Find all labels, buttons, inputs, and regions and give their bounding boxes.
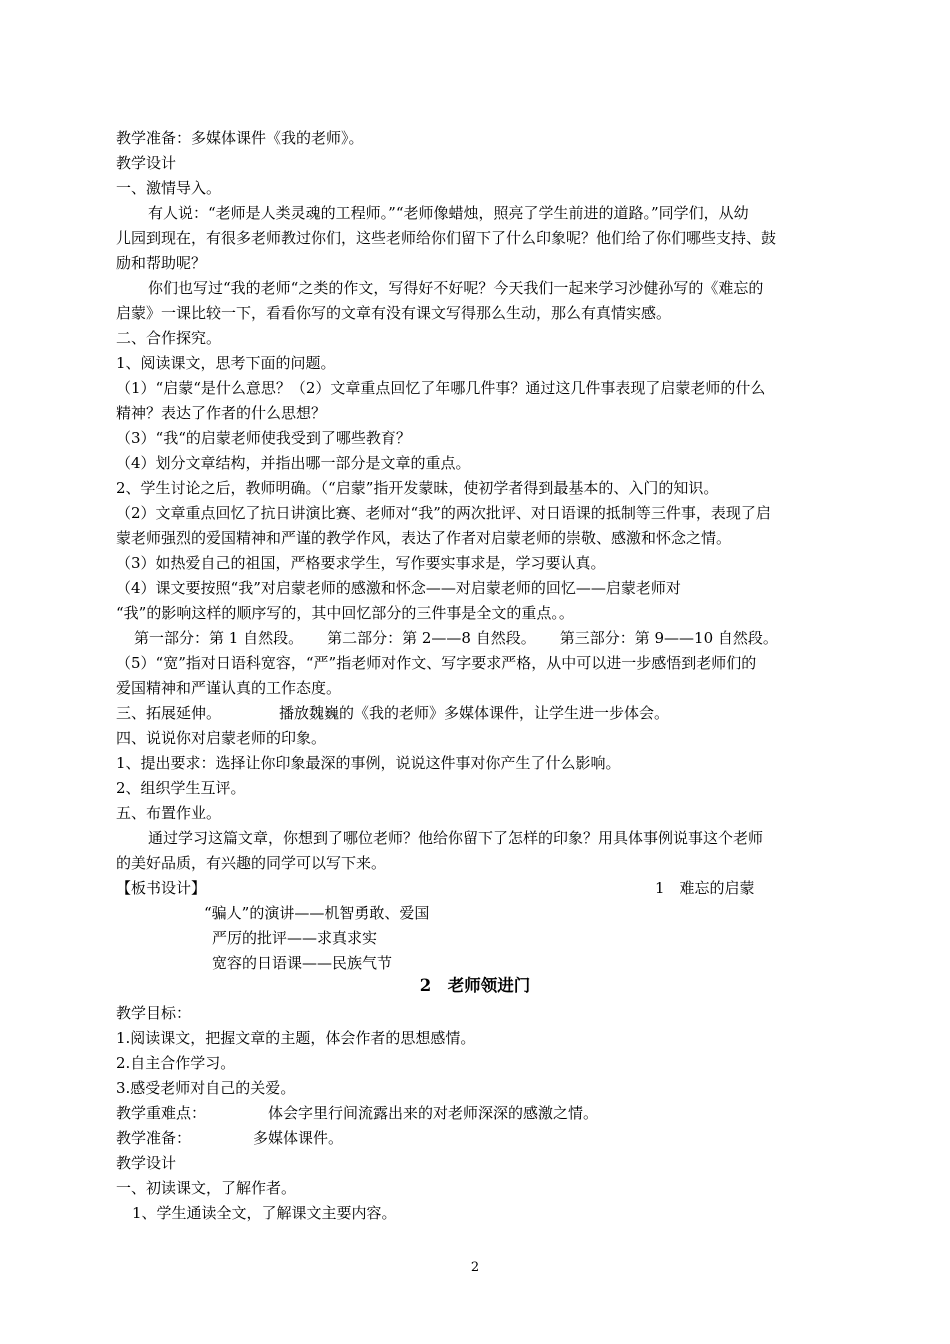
section-heading-5: 五、布置作业。 bbox=[116, 804, 222, 822]
paragraph-line: 爱国精神和严谨认真的工作态度。 bbox=[116, 679, 342, 697]
paragraph-line: 1、提出要求：选择让你印象最深的事例，说说这件事对你产生了什么影响。 bbox=[116, 754, 621, 772]
goal-item: 1.阅读课文，把握文章的主题，体会作者的思想感情。 bbox=[116, 1029, 476, 1047]
paragraph-line: （5）“宽”指对日语科宽容，“严”指老师对作文、写字要求严格，从中可以进一步感悟到老师们的 bbox=[116, 654, 757, 672]
paragraph-line: 你们也写过“我的老师“之类的作文，写得好不好呢？今天我们一起来学习沙健孙写的《难忘的 bbox=[148, 279, 764, 297]
board-item: “骗人”的演讲——机智勇敢、爱国 bbox=[204, 904, 430, 922]
paragraph-line: “我”的影响这样的顺序写的，其中回忆部分的三件事是全文的重点。。 bbox=[116, 604, 574, 622]
key-label: 教学重难点： bbox=[116, 1104, 207, 1122]
structure-parts bbox=[134, 628, 860, 648]
paragraph-line: 的美好品质，有兴趣的同学可以写下来。 bbox=[116, 854, 387, 872]
goal-item: 2.自主合作学习。 bbox=[116, 1054, 236, 1072]
prep-text: 多媒体课件。 bbox=[253, 1129, 344, 1147]
extend-line bbox=[116, 703, 842, 723]
prep-label: 教学准备： bbox=[116, 1129, 192, 1147]
part-1: 第一部分：第 1 自然段。 bbox=[134, 629, 304, 647]
step-heading: 一、初读课文，了解作者。 bbox=[116, 1179, 297, 1197]
design-heading-2: 教学设计 bbox=[116, 1154, 177, 1172]
paragraph-line: 2、学生讨论之后，教师明确。（“启蒙”指开发蒙昧，使初学者得到最基本的、入门的知识。 bbox=[116, 479, 719, 497]
paragraph-line: 启蒙》一课比较一下，看看你写的文章有没有课文写得那么生动，那么有真情实感。 bbox=[116, 304, 672, 322]
paragraph-line: 2、组织学生互评。 bbox=[116, 779, 246, 797]
section-heading-4: 四、说说你对启蒙老师的印象。 bbox=[116, 729, 327, 747]
paragraph-line: （4）划分文章结构，并指出哪一部分是文章的重点。 bbox=[116, 454, 471, 472]
board-item: 严厉的批评——求真求实 bbox=[212, 929, 378, 947]
key-text: 体会字里行间流露出来的对老师深深的感激之情。 bbox=[268, 1104, 599, 1122]
design-heading: 教学设计 bbox=[116, 154, 177, 172]
paragraph-line: （1）“启蒙“是什么意思？（2）文章重点回忆了年哪几件事？通过这几件事表现了启蒙老师的什么 bbox=[116, 379, 766, 397]
prep-line: 教学准备：多媒体课件《我的老师》。 bbox=[116, 129, 364, 147]
prep-line-2 bbox=[116, 1128, 842, 1148]
paragraph-line: 精神？表达了作者的什么思想？ bbox=[116, 404, 327, 422]
paragraph-line: 儿园到现在，有很多老师教过你们，这些老师给你们留下了什么印象呢？他们给了你们哪些支持、鼓 bbox=[116, 229, 777, 247]
extend-text: 播放魏巍的《我的老师》多媒体课件，让学生进一步体会。 bbox=[279, 704, 670, 722]
paragraph-line: （2）文章重点回忆了抗日讲演比赛、老师对“我”的两次批评、对日语课的抵制等三件事，表现了启 bbox=[116, 504, 771, 522]
paragraph-line: 有人说：“老师是人类灵魂的工程师。”“老师像蜡烛，照亮了学生前进的道路。”同学们，从幼 bbox=[148, 204, 749, 222]
part-3: 第三部分：第 9——10 自然段。 bbox=[559, 629, 778, 647]
page-number: 2 bbox=[470, 1260, 480, 1275]
key-points-line bbox=[116, 1103, 842, 1123]
paragraph-line: 蒙老师强烈的爱国精神和严谨的教学作风，表达了作者对启蒙老师的崇敬、感激和怀念之情。 bbox=[116, 529, 732, 547]
goals-label: 教学目标： bbox=[116, 1004, 192, 1022]
board-item: 宽容的日语课——民族气节 bbox=[212, 954, 393, 972]
paragraph-line: （3）如热爱自己的祖国，严格要求学生，写作要实事求是，学习要认真。 bbox=[116, 554, 606, 572]
board-label: 【板书设计】 bbox=[116, 879, 207, 897]
paragraph-line: 通过学习这篇文章，你想到了哪位老师？他给你留下了怎样的印象？用具体事例说事这个老师 bbox=[148, 829, 764, 847]
step-item: 1、学生通读全文，了解课文主要内容。 bbox=[132, 1204, 397, 1222]
paragraph-line: 励和帮助呢？ bbox=[116, 254, 207, 272]
section-heading-2: 二、合作探究。 bbox=[116, 329, 222, 347]
paragraph-line: 1、阅读课文，思考下面的问题。 bbox=[116, 354, 336, 372]
lesson-title: 2 老师领进门 bbox=[419, 976, 531, 995]
part-2: 第二部分：第 2——8 自然段。 bbox=[327, 629, 536, 647]
paragraph-line: （3）“我“的启蒙老师使我受到了哪些教育？ bbox=[116, 429, 411, 447]
goal-item: 3.感受老师对自己的关爱。 bbox=[116, 1079, 296, 1097]
extend-label: 三、拓展延伸。 bbox=[116, 704, 222, 722]
paragraph-line: （4）课文要按照“我”对启蒙老师的感激和怀念——对启蒙老师的回忆——启蒙老师对 bbox=[116, 579, 681, 597]
board-title: 1 难忘的启蒙 bbox=[655, 879, 755, 897]
section-heading-1: 一、激情导入。 bbox=[116, 179, 222, 197]
